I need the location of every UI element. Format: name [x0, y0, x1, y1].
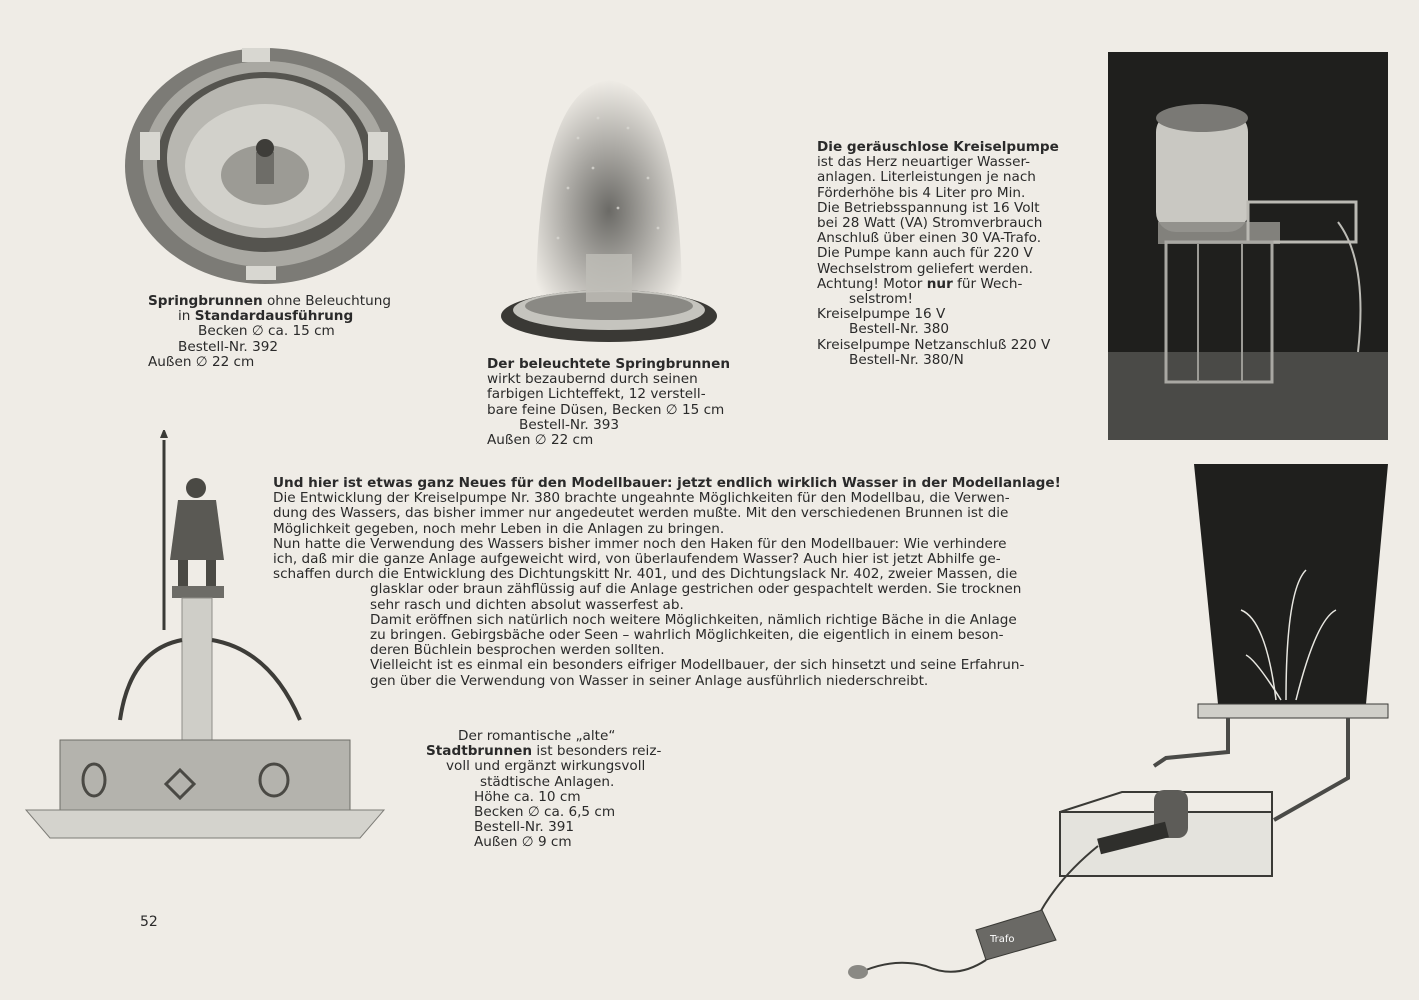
- stadtbrunnen-bestellnr: Bestell-Nr. 391: [474, 819, 575, 836]
- caption-stadtbrunnen: [426, 729, 661, 851]
- kreiselpumpe-line: Förderhöhe bis 4 Liter pro Min.: [817, 184, 1026, 201]
- springbrunnen-standard-photo: [122, 40, 408, 290]
- beleuchteter-line: wirkt bezaubernd durch seinen: [487, 371, 698, 388]
- stadtbrunnen-aussen: Außen ∅ 9 cm: [474, 834, 572, 851]
- main-line: Nun hatte die Verwendung des Wassers bisher immer noch den Haken für den Modellbauer: Wie verhindere: [273, 535, 1007, 552]
- wech-label: für Wech-: [952, 275, 1023, 292]
- main-line: schaffen durch die Entwicklung des Dichtungskitt Nr. 401, und des Dichtungslack Nr. 402, zweier Massen, die: [273, 566, 1018, 583]
- achtung-label: Achtung! Motor: [817, 275, 927, 292]
- kreiselpumpe-line: Die Pumpe kann auch für 220 V: [817, 245, 1033, 262]
- main-line: Die Entwicklung der Kreiselpumpe Nr. 380 brachte ungeahnte Möglichkeiten für den Modellbau, die Verwen-: [273, 490, 1010, 507]
- main-line-indented: Vielleicht ist es einmal ein besonders eifriger Modellbauer, der sich hinsetzt und seine Erfahrun-: [370, 657, 1025, 674]
- stadtbrunnen-becken: Becken ∅ ca. 6,5 cm: [474, 804, 616, 821]
- kreiselpumpe-line: bei 28 Watt (VA) Stromverbrauch: [817, 215, 1043, 232]
- page-number: 52: [140, 914, 158, 930]
- beleuchteter-line: bare feine Düsen, Becken ∅ 15 cm: [487, 401, 725, 418]
- selstrom-label: selstrom!: [849, 291, 913, 308]
- main-article: [273, 476, 1061, 689]
- beleuchteter-title: Der beleuchtete Springbrunnen: [487, 356, 731, 372]
- kreiselpumpe-220v: Kreiselpumpe Netzanschluß 220 V: [817, 336, 1051, 353]
- main-line-indented: zu bringen. Gebirgsbäche oder Seen – wahrlich Möglichkeiten, die eigentlich in einem beson-: [370, 627, 1004, 644]
- nur-label: nur: [926, 275, 953, 292]
- beleuchteter-bestellnr: Bestell-Nr. 393: [519, 416, 620, 433]
- kreiselpumpe-line: Anschluß über einen 30 VA-Trafo.: [817, 230, 1042, 247]
- main-line: ich, daß mir die ganze Anlage aufgeweicht wird, von überlaufendem Wasser? Auch hier ist jetzt Abhilfe ge-: [273, 551, 1001, 568]
- main-line-indented: deren Büchlein besprochen werden sollten.: [370, 642, 665, 659]
- main-line: Möglichkeit gegeben, noch mehr Leben in die Anlagen zu bringen.: [273, 520, 725, 537]
- caption-springbrunnen-standard: [148, 294, 391, 370]
- springbrunnen-title: Springbrunnen: [148, 293, 263, 309]
- trafo-label: Trafo: [990, 934, 1015, 945]
- kreiselpumpe-title: Die geräuschlose Kreiselpumpe: [817, 139, 1059, 155]
- main-heading: Und hier ist etwas ganz Neues für den Modellbauer: jetzt endlich wirklich Wasser in der Modellanlage!: [273, 475, 1061, 491]
- main-line-indented: Damit eröffnen sich natürlich noch weitere Möglichkeiten, nämlich richtige Bäche in die Anlage: [370, 611, 1017, 628]
- beleuchteter-line: farbigen Lichteffekt, 12 verstell-: [487, 386, 706, 403]
- stadtbrunnen-title-rest: ist besonders reiz-: [532, 743, 662, 760]
- caption-beleuchteter-springbrunnen: [487, 357, 730, 448]
- beleuchteter-springbrunnen-photo: [498, 78, 720, 344]
- springbrunnen-in-label: in: [178, 308, 195, 325]
- springbrunnen-title-rest: ohne Beleuchtung: [262, 293, 391, 309]
- stadtbrunnen-title: Stadtbrunnen: [426, 743, 533, 760]
- kreiselpumpe-line: ist das Herz neuartiger Wasser-: [817, 154, 1031, 171]
- stadtbrunnen-intro: Der romantische „alte“: [458, 728, 616, 744]
- stadtbrunnen-line: voll und ergänzt wirkungsvoll: [446, 758, 646, 775]
- caption-kreiselpumpe: [817, 140, 1059, 368]
- stadtbrunnen-line: städtische Anlagen.: [480, 773, 615, 790]
- stadtbrunnen-hoehe: Höhe ca. 10 cm: [474, 788, 581, 805]
- main-line: dung des Wassers, das bisher immer nur angedeutet werden mußte. Mit den verschiedenen Brunnen ist die: [273, 505, 1009, 522]
- kreiselpumpe-220v-bestellnr: Bestell-Nr. 380/N: [849, 351, 964, 368]
- main-line-indented: glasklar oder braun zähflüssig auf die Anlage gestrichen oder gespachtelt werden. Sie trocknen: [370, 581, 1022, 598]
- kreiselpumpe-line: Wechselstrom geliefert werden.: [817, 260, 1033, 277]
- springbrunnen-becken: Becken ∅ ca. 15 cm: [198, 323, 335, 340]
- beleuchteter-aussen: Außen ∅ 22 cm: [487, 432, 594, 449]
- standardausfuehrung-label: Standardausführung: [194, 308, 354, 325]
- kreiselpumpe-line: anlagen. Literleistungen je nach: [817, 169, 1036, 186]
- kreiselpumpe-line: Die Betriebsspannung ist 16 Volt: [817, 199, 1040, 216]
- main-line-indented: sehr rasch und dichten absolut wasserfest ab.: [370, 596, 684, 613]
- main-line-indented: gen über die Verwendung von Wasser in seiner Anlage ausführlich niederschreibt.: [370, 672, 929, 689]
- springbrunnen-aussen: Außen ∅ 22 cm: [148, 353, 255, 370]
- kreiselpumpe-16v-bestellnr: Bestell-Nr. 380: [849, 321, 950, 338]
- kreiselpumpe-photo: [1108, 52, 1388, 440]
- springbrunnen-bestellnr: Bestell-Nr. 392: [178, 338, 279, 355]
- kreiselpumpe-16v: Kreiselpumpe 16 V: [817, 306, 946, 323]
